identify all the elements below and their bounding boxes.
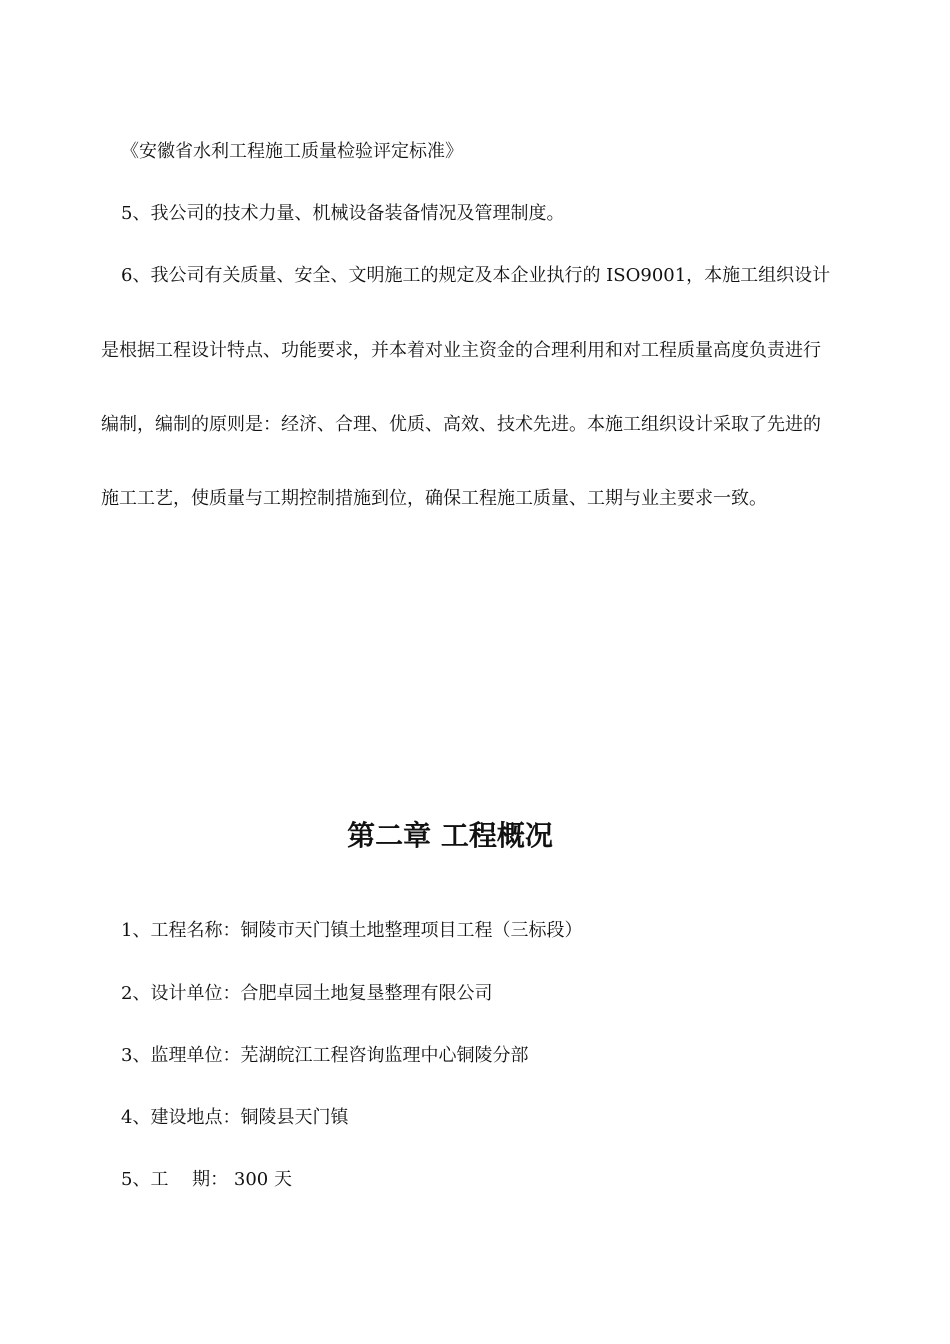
- basis-item-6-line-3: 编制，编制的原则是：经济、合理、优质、高效、技术先进。本施工组织设计采取了先进的: [101, 414, 821, 435]
- basis-item-5: 5、我公司的技术力量、机械设备装备情况及管理制度。: [121, 203, 565, 224]
- construction-site-item: 4、建设地点：铜陵县天门镇: [121, 1107, 349, 1128]
- basis-item-6-line-1: 6、我公司有关质量、安全、文明施工的规定及本企业执行的 ISO9001，本施工组织设计: [121, 265, 831, 286]
- standard-reference-line: 《安徽省水利工程施工质量检验评定标准》: [121, 141, 463, 162]
- supervision-unit-item: 3、监理单位：芜湖皖江工程咨询监理中心铜陵分部: [121, 1045, 529, 1066]
- duration-item: 5、工 期： 300 天: [121, 1169, 292, 1190]
- design-unit-item: 2、设计单位：合肥卓园土地复垦整理有限公司: [121, 983, 493, 1004]
- project-name-item: 1、工程名称：铜陵市天门镇土地整理项目工程（三标段）: [121, 920, 583, 941]
- basis-item-6-line-4: 施工工艺，使质量与工期控制措施到位，确保工程施工质量、工期与业主要求一致。: [101, 488, 767, 509]
- basis-item-6-line-2: 是根据工程设计特点、功能要求，并本着对业主资金的合理利用和对工程质量高度负责进行: [101, 340, 821, 361]
- chapter-title: 第二章 工程概况: [347, 819, 553, 852]
